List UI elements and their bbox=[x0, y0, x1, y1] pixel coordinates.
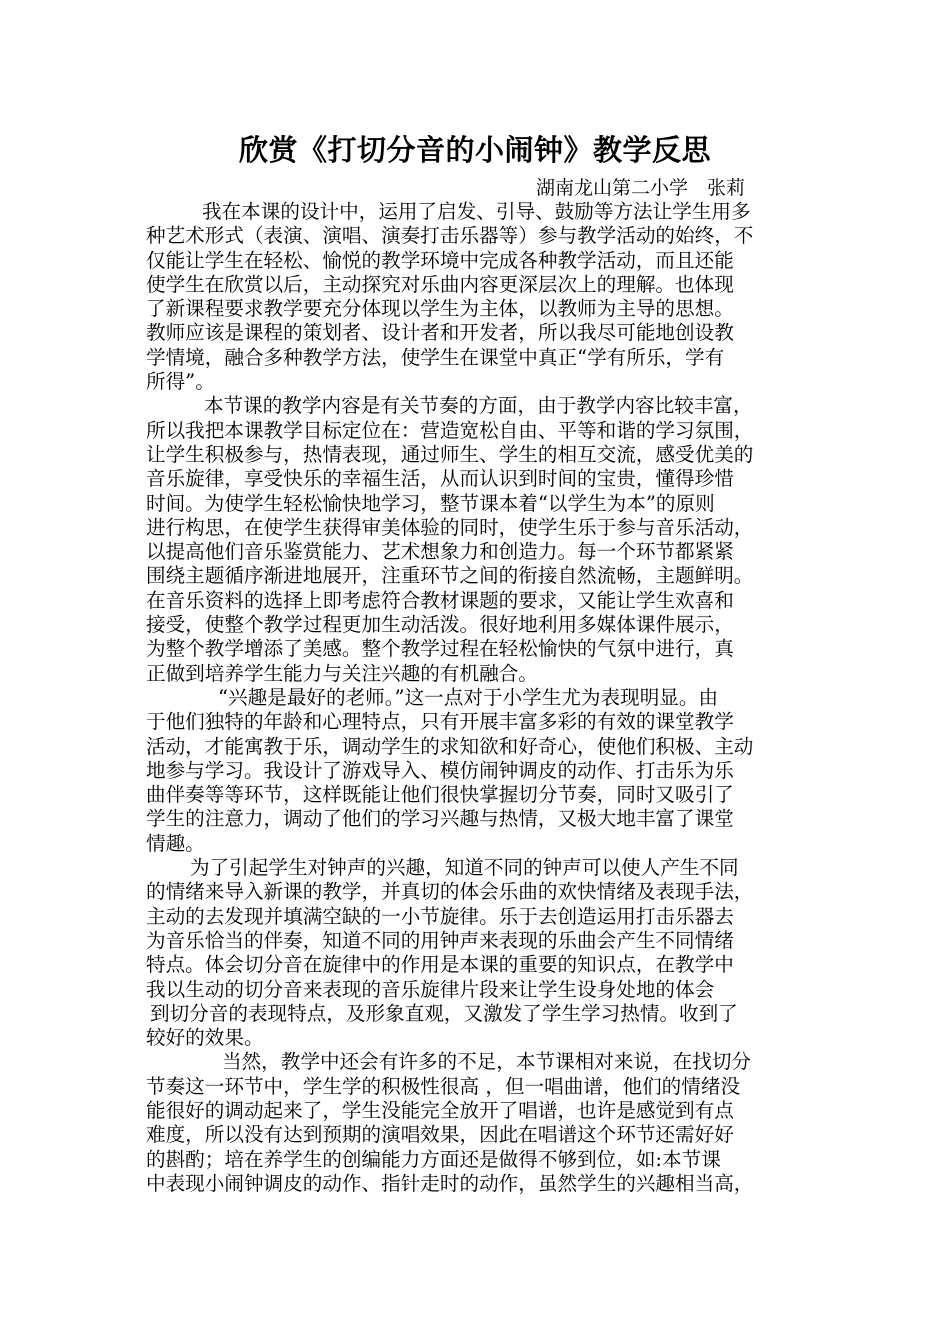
text-line: 到切分音的表现特点，及形象直观，又激发了学生学习热情。收到了 bbox=[150, 1001, 738, 1025]
text-line: 了新课程要求教学要充分体现以学生为主体，以教师为主导的思想。 bbox=[146, 297, 734, 321]
text-line: 难度，所以没有达到预期的演唱效果，因此在唱谱这个环节还需好好 bbox=[146, 1123, 734, 1147]
text-line: 活动，才能寓教于乐，调动学生的求知欲和好奇心，使他们积极、主动 bbox=[146, 734, 754, 758]
text-line: 能很好的调动起来了，学生没能完全放开了唱谱，也许是感觉到有点 bbox=[146, 1098, 734, 1122]
text-line: 中表现小闹钟调皮的动作、指针走时的动作，虽然学生的兴趣相当高， bbox=[146, 1171, 754, 1195]
text-line: 为了引起学生对钟声的兴趣，知道不同的钟声可以使人产生不同 bbox=[190, 856, 739, 880]
text-line: 的情绪来导入新课的教学，并真切的体会乐曲的欢快情绪及表现手法， bbox=[146, 880, 754, 904]
text-line: 学生的注意力，调动了他们的学习兴趣与热情，又极大地丰富了课堂 bbox=[146, 807, 734, 831]
text-line: 使学生在欣赏以后，主动探究对乐曲内容更深层次上的理解。也体现 bbox=[146, 272, 734, 296]
text-line: 让学生积极参与，热情表现，通过师生、学生的相互交流，感受优美的 bbox=[146, 442, 754, 466]
text-line: 本节课的教学内容是有关节奏的方面，由于教学内容比较丰富， bbox=[204, 394, 753, 418]
text-line: 特点。体会切分音在旋律中的作用是本课的重要的知识点，在教学中 bbox=[146, 953, 734, 977]
text-line: 正做到培养学生能力与关注兴趣的有机融合。 bbox=[146, 661, 538, 685]
text-line: 为音乐恰当的伴奏，知道不同的用钟声来表现的乐曲会产生不同情绪 bbox=[146, 928, 734, 952]
paragraph bbox=[146, 394, 814, 686]
text-line: “兴趣是最好的老师。”这一点对于小学生尤为表现明显。由 bbox=[218, 685, 719, 709]
text-line: 情趣。 bbox=[146, 831, 205, 855]
text-line: 在音乐资料的选择上即考虑符合教材课题的要求，又能让学生欢喜和 bbox=[146, 588, 734, 612]
author-line: 湖南龙山第二小学 张莉 bbox=[536, 177, 746, 199]
text-line: 进行构思，在使学生获得审美体验的同时，使学生乐于参与音乐活动， bbox=[146, 515, 754, 539]
paragraph bbox=[146, 200, 814, 394]
text-line: 以提高他们音乐鉴赏能力、艺术想象力和创造力。每一个环节都紧紧 bbox=[146, 540, 734, 564]
document-title: 欣赏《打切分音的小闹钟》教学反思 bbox=[238, 133, 711, 167]
text-line: 地参与学习。我设计了游戏导入、模仿闹钟调皮的动作、打击乐为乐 bbox=[146, 758, 734, 782]
text-line: 围绕主题循序渐进地展开，注重环节之间的衔接自然流畅，主题鲜明。 bbox=[146, 564, 754, 588]
text-line: 教师应该是课程的策划者、设计者和开发者，所以我尽可能地创设教 bbox=[146, 321, 734, 345]
text-line: 接受，使整个教学过程更加生动活泼。很好地利用多媒体课件展示， bbox=[146, 613, 734, 637]
text-line: 为整个教学增添了美感。整个教学过程在轻松愉快的气氛中进行，真 bbox=[146, 637, 734, 661]
text-line: 我在本课的设计中，运用了启发、引导、鼓励等方法让学生用多 bbox=[202, 200, 751, 223]
paragraph bbox=[146, 856, 814, 1050]
text-line: 学情境，融合多种教学方法，使学生在课堂中真正“学有所乐，学有 bbox=[146, 345, 725, 369]
text-line: 曲伴奏等等环节，这样既能让他们很快掌握切分节奏，同时又吸引了 bbox=[146, 783, 734, 807]
text-line: 当然，教学中还会有许多的不足，本节课相对来说，在找切分 bbox=[222, 1050, 752, 1074]
text-line: 音乐旋律，享受快乐的幸福生活，从而认识到时间的宝贵，懂得珍惜 bbox=[146, 467, 734, 491]
text-line: 种艺术形式（表演、演唱、演奏打击乐器等）参与教学活动的始终，不 bbox=[146, 224, 754, 248]
text-line: 节奏这一环节中，学生学的积极性很高 ，但一唱曲谱，他们的情绪没 bbox=[146, 1074, 741, 1098]
text-line: 我以生动的切分音来表现的音乐旋律片段来让学生设身处地的体会 bbox=[146, 977, 715, 1001]
text-line: 所得”。 bbox=[146, 370, 215, 394]
text-line: 所以我把本课教学目标定位在：营造宽松自由、平等和谐的学习氛围， bbox=[146, 418, 754, 442]
paragraph bbox=[146, 686, 814, 856]
text-line: 于他们独特的年龄和心理特点，只有开展丰富多彩的有效的课堂教学 bbox=[146, 710, 734, 734]
text-line: 较好的效果。 bbox=[146, 1026, 264, 1050]
paragraph bbox=[146, 1050, 814, 1196]
text-line: 仅能让学生在轻松、愉悦的教学环境中完成各种教学活动，而且还能 bbox=[146, 248, 734, 272]
text-line: 主动的去发现并填满空缺的一小节旋律。乐于去创造运用打击乐器去 bbox=[146, 904, 734, 928]
document-body bbox=[146, 200, 814, 1196]
text-line: 的斟酌；培在养学生的创编能力方面还是做得不够到位，如:本节课 bbox=[146, 1147, 721, 1171]
text-line: 时间。为使学生轻松愉快地学习，整节课本着“以学生为本”的原则 bbox=[146, 491, 715, 515]
